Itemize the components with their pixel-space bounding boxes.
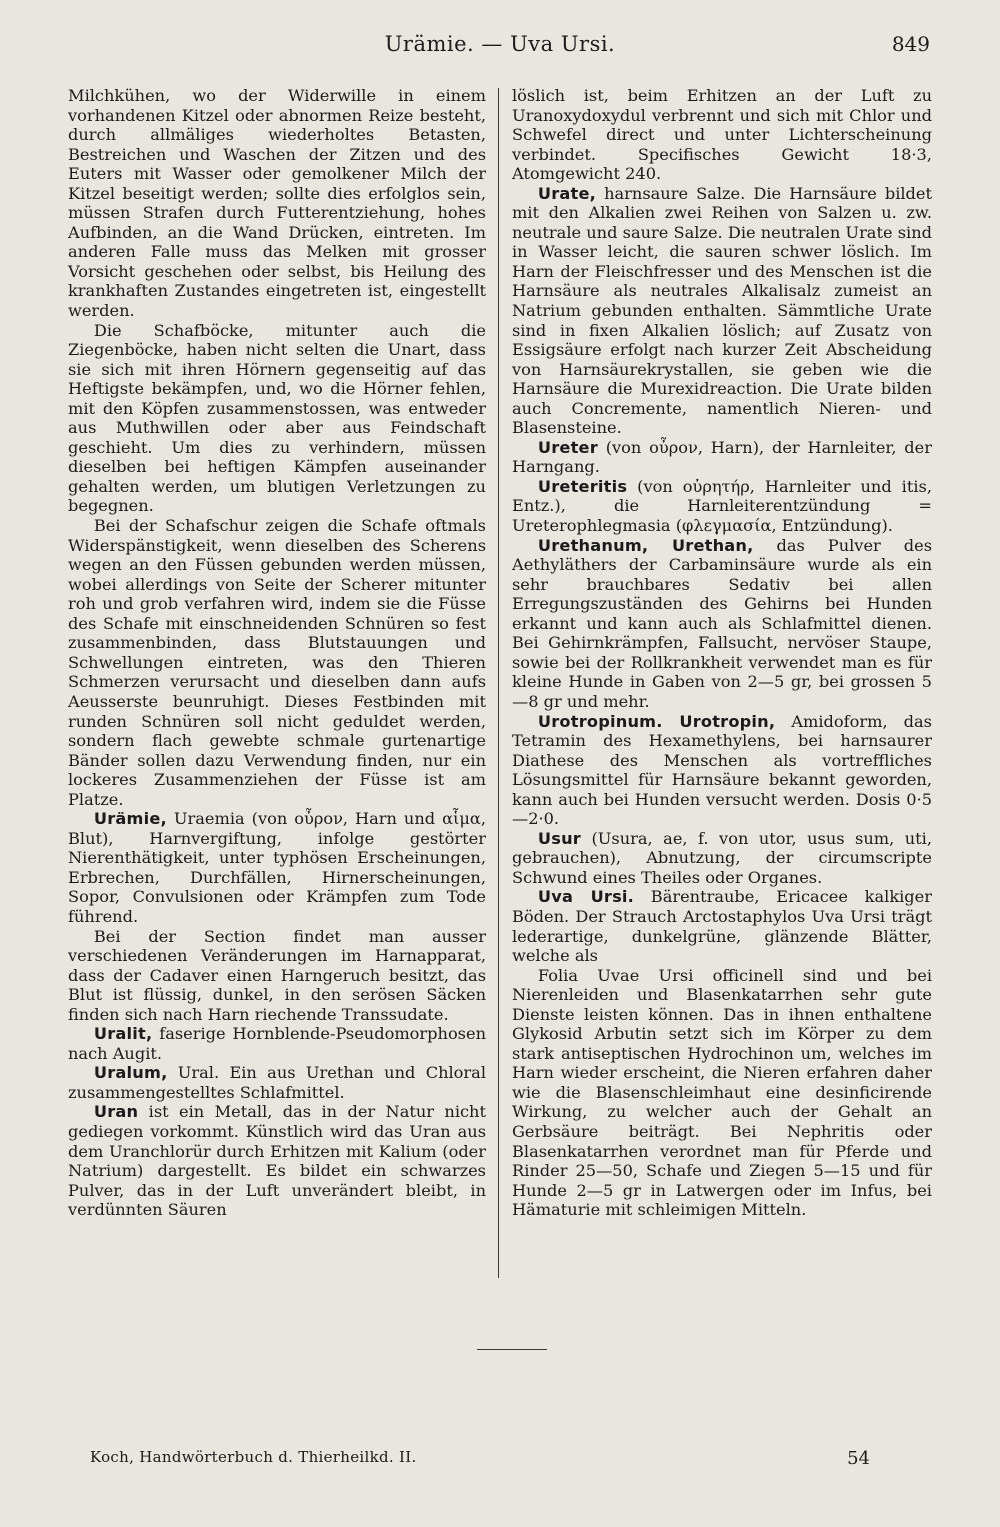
dictionary-entry (68, 1024, 486, 1063)
dictionary-entry (512, 477, 932, 536)
entry-text: das Pulver des Aethyläthers der Carbaminsäure wurde als ein sehr brauchbares Sedativ bei allen Erregungszuständen des Gehirns bei Hunden erkannt und kann auch als Schlafmittel dienen. Bei Gehirnkrämpfen, Fallsucht, nervöser Staupe, sowie bei der Rollkrankheit verwendet man es für kleine Hunde in Gaben von 2—5 gr, bei grossen 5—8 gr und mehr. (512, 535, 932, 711)
entry-headword: Uran (93, 1102, 139, 1122)
paragraph (68, 86, 486, 321)
dictionary-entry (512, 184, 932, 438)
entry-text: harnsaure Salze. Die Harnsäure bildet mit den Alkalien zwei Reihen von Salzen u. zw. neutrale und saure Salze. Die neutralen Urate sind in Wasser leicht, die sauren schwer löslich. Im Harn der Fleischfresser und des Menschen ist die Harnsäure als neutrales Alkalisalz zumeist an Natrium gebunden enthalten. Sämmtliche Urate sind in fixen Alkalien löslich; auf Zusatz von Essigsäure erfolgt nach kurzer Zeit Abscheidung von Harnsäurekrystallen, sie geben wie die Harnsäure die Murexidreaction. Die Urate bilden auch Concremente, namentlich Nieren- und Blasensteine. (512, 183, 932, 438)
dictionary-entry (512, 887, 932, 965)
entry-text: Bärentraube, Ericacee kalkiger Böden. Der Strauch Arctostaphylos Uva Ursi trägt lederartige, dunkelgrüne, glänzende Blätter, welche als (512, 887, 932, 966)
entry-text: (von οὖρον, Harn), der Harnleiter, der Harngang. (512, 437, 932, 477)
entry-headword: Urate, (537, 183, 597, 203)
paragraph (512, 86, 932, 184)
entry-text: ist ein Metall, das in der Natur nicht gediegen vorkommt. Künstlich wird das Uran aus dem Uranchlorür durch Erhitzen mit Kalium (oder Natrium) dargestellt. Es bildet ein schwarzes Pulver, das in der Luft unverändert bleibt, in verdünnten Säuren (68, 1102, 486, 1220)
entry-headword: Urämie, (93, 809, 167, 829)
page-header (0, 32, 1000, 62)
dictionary-entry (512, 438, 932, 477)
page-number: 849 (891, 32, 930, 56)
right-column (512, 86, 932, 1220)
entry-text: Amidoform, das Tetramin des Hexamethylens, bei harnsaurer Diathese des Menschen als vortreffliches Lösungsmittel für Harnsäure bekannt geworden, kann auch bei Hunden versucht werden. Dosis 0·5—2·0. (512, 711, 932, 829)
dictionary-entry (68, 1063, 486, 1102)
entry-headword: Urethanum, Urethan, (537, 535, 754, 555)
entry-headword: Urotropinum. Urotropin, (537, 711, 776, 731)
paragraph (512, 966, 932, 1220)
printer-signature: 54 (847, 1448, 870, 1469)
entry-text: Ural. Ein aus Urethan und Chloral zusammengestelltes Schlafmittel. (68, 1063, 486, 1102)
dictionary-entry (512, 829, 932, 888)
entry-text: Uraemia (von οὖρον, Harn und αἷμα, Blut), Harnvergiftung, infolge gestörter Nierenthätigkeit, unter typhösen Erscheinungen, Erbrechen, Durchfällen, Hirnerscheinungen, Sopor, Convulsionen oder Krämpfen zum Tode führend. (68, 809, 486, 926)
entry-headword: Uva Ursi. (537, 887, 635, 907)
page-footer (90, 1448, 870, 1472)
footer-source: Koch, Handwörterbuch d. Thierheilkd. II. (90, 1448, 417, 1466)
entry-headword: Uralum, (93, 1063, 168, 1083)
paragraph (68, 321, 486, 516)
entry-text: (von οὐρητήρ, Harnleiter und itis, Entz.), die Harnleiterentzündung = Ureterophlegmasia (φλεγμασία, Entzündung). (512, 476, 932, 536)
paragraph (68, 516, 486, 809)
entry-headword: Ureter (537, 437, 598, 457)
dictionary-entry (68, 1102, 486, 1219)
entry-text: Milchkühen, wo der Widerwille in einem vorhandenen Kitzel oder abnormen Reize besteht, durch allmäliges wiederholtes Betasten, Bestreichen und Waschen der Zitzen und des Euters mit Wasser oder gemolkener Milch der Kitzel beseitigt werden; sollte dies erfolglos sein, müssen Strafen durch Futterentziehung, hohes Aufbinden, an die Wand Drücken, eintreten. Im anderen Falle muss das Melken mit grosser Vorsicht geschehen oder selbst, bis Heilung des krankhaften Zustandes eingetreten ist, eingestellt werden. (68, 86, 486, 321)
running-title: Urämie. — Uva Ursi. (384, 32, 616, 56)
dictionary-entry (68, 809, 486, 926)
left-column (68, 86, 486, 1220)
entry-text: Bei der Schafschur zeigen die Schafe oftmals Widerspänstigkeit, wenn dieselben des Scherens wegen an den Füssen gebunden werden müssen, wobei allerdings von Seite der Scherer mitunter roh und grob verfahren wird, indem sie die Füsse des Schafe mit einschneidenden Schnüren so fest zusammenbinden, dass Blutstauungen und Schwellungen eintreten, was den Thieren Schmerzen verursacht und dieselben dann aufs Aeusserste beunruhigt. Dieses Festbinden mit runden Schnüren soll nicht geduldet werden, sondern flach gewebte schmale gurtenartige Bänder sollen dazu Verwendung finden, nur ein lockeres Zusammenziehen der Füsse ist am Platze. (68, 516, 486, 809)
entry-headword: Uralit, (93, 1024, 153, 1044)
entry-text: faserige Hornblende-Pseudomorphosen nach Augit. (68, 1024, 486, 1063)
entry-headword: Ureteritis (537, 476, 628, 496)
bottom-rule (477, 1349, 547, 1350)
column-divider (498, 88, 499, 1278)
paragraph (68, 927, 486, 1025)
entry-text: löslich ist, beim Erhitzen an der Luft zu Uranoxydoxydul verbrennt und sich mit Chlor und Schwefel direct und unter Lichterscheinung verbindet. Specifisches Gewicht 18·3, Atomgewicht 240. (512, 86, 932, 184)
entry-text: Die Schafböcke, mitunter auch die Ziegenböcke, haben nicht selten die Unart, dass sie sich mit ihren Hörnern gegenseitig auf das Heftigste bekämpfen, und, wo die Hörner fehlen, mit den Köpfen zusammenstossen, was entweder aus Muthwillen oder aber aus Feindschaft geschieht. Um dies zu verhindern, müssen dieselben bei heftigen Kämpfen auseinander gehalten werden, um blutigen Verletzungen zu begegnen. (68, 320, 486, 516)
entry-text: Bei der Section findet man ausser verschiedenen Veränderungen im Harnapparat, dass der Cadaver einen Harngeruch besitzt, das Blut ist flüssig, dunkel, in den serösen Säcken finden sich nach Harn riechende Transsudate. (68, 926, 486, 1024)
entry-text: (Usura, ae, f. von utor, usus sum, uti, gebrauchen), Abnutzung, der circumscripte Schwund eines Theiles oder Organes. (512, 828, 932, 887)
dictionary-entry (512, 536, 932, 712)
dictionary-entry (512, 712, 932, 829)
entry-text: Folia Uvae Ursi officinell sind und bei Nierenleiden und Blasenkatarrhen sehr gute Dienste leisten können. Das in ihnen enthaltene Glykosid Arbutin setzt sich im Körper zu dem stark antiseptischen Hydrochinon um, welches im Harn wieder erscheint, die Nieren erfahren daher wie die Blasenschleimhaut eine desinficirende Wirkung, zu welcher auch der Gehalt an Gerbsäure beiträgt. Bei Nephritis oder Blasenkatarrhen verordnet man für Pferde und Rinder 25—50, Schafe und Ziegen 5—15 und für Hunde 2—5 gr in Latwergen oder im Infus, bei Hämaturie mit schleimigen Mitteln. (512, 965, 932, 1220)
entry-headword: Usur (537, 828, 581, 848)
